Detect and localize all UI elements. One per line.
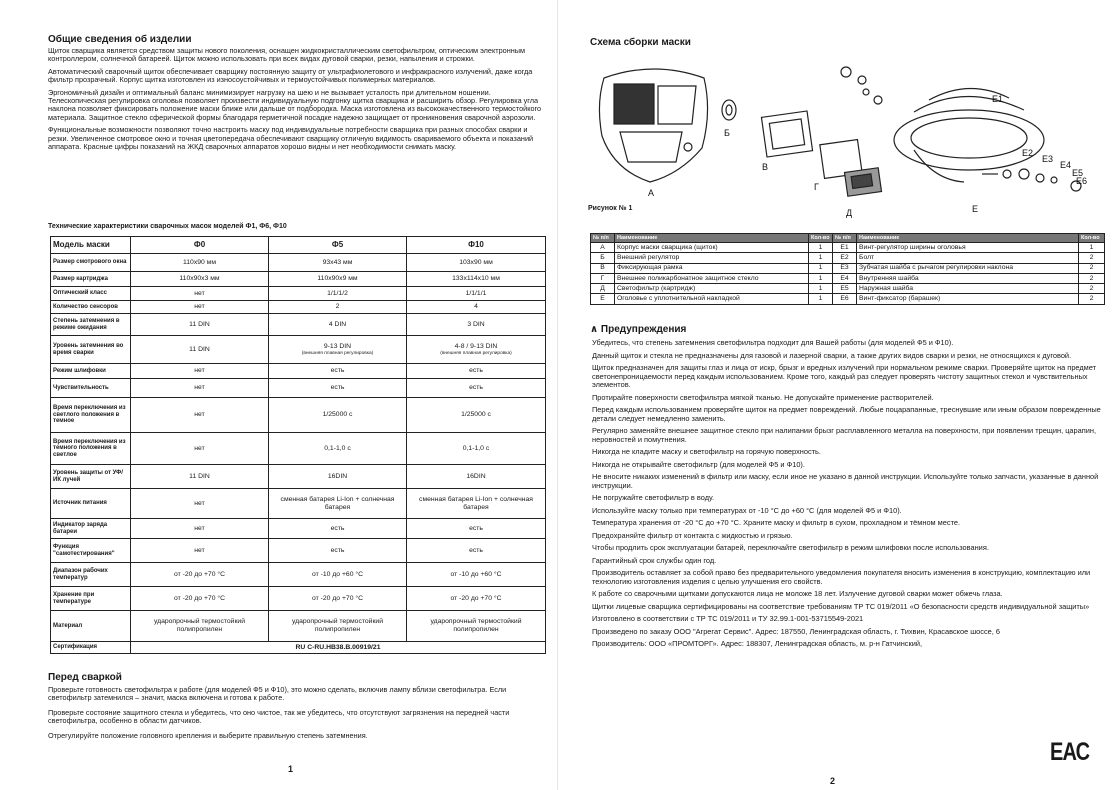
spec-row-label: Режим шлифовки (51, 364, 131, 379)
warning-item: Никогда не открывайте светофильтр (для моделей Ф5 и Ф10). (592, 459, 805, 469)
warning-item: Гарантийный срок службы один год. (592, 555, 717, 565)
spec-cell-f5: ударопрочный термостойкий полипропилен (269, 611, 407, 642)
spec-row-label: Количество сенсоров (51, 301, 131, 314)
parts-header: Наименование (615, 234, 809, 243)
spec-row-label: Время переключения из темного положения в светлое (51, 433, 131, 465)
parts-header: Кол-во (809, 234, 833, 243)
spec-cell-f5: 1/1/1/2 (269, 287, 407, 301)
page-number: 2 (830, 776, 836, 786)
spec-row (51, 272, 546, 287)
spec-cell-f10: сменная батарея Li-Ion + солнечная батарея (407, 489, 546, 519)
spec-cell-f10: 103х90 мм (407, 254, 546, 272)
spec-cell-value: 9-13 DIN (323, 343, 352, 350)
spec-row (51, 398, 546, 433)
spec-row (51, 519, 546, 539)
spec-row-label: Время переключения из светлого положения в темное (51, 398, 131, 433)
part-id: В (591, 263, 615, 273)
figure-label-e2: Е2 (1022, 148, 1034, 158)
parts-header: Наименование (857, 234, 1079, 243)
spec-cell-f5: 1/25000 с (269, 398, 407, 433)
eac-mark: ЕАС (1050, 738, 1090, 766)
part-id: Д (591, 284, 615, 294)
figure-label-v: В (762, 162, 769, 172)
spec-row (51, 336, 546, 364)
parts-header: № п/п (833, 234, 857, 243)
figure-label-e1: Е1 (992, 94, 1004, 104)
fixing-frame-illustration (761, 111, 812, 157)
external-regulator-illustration (722, 100, 736, 120)
spec-cell-f0: нет (131, 539, 269, 563)
warning-item: Используйте маску только при температурах от -10 °С до +60 °С (для моделей Ф5 и Ф10). (592, 505, 902, 515)
part-qty: 2 (1079, 263, 1105, 273)
spec-row-label: Уровень затемнения во время сварки (51, 336, 131, 364)
spec-row (51, 314, 546, 336)
part-qty: 2 (1079, 284, 1105, 294)
parts-row (591, 243, 1105, 253)
warning-item: Протирайте поверхности светофильтра мягкой тканью. Не допускайте применение растворителей. (592, 392, 934, 402)
spec-cell-f0: нет (131, 301, 269, 314)
part-name: Внешний регулятор (615, 253, 809, 263)
spec-cell-f5: от -20 до +70 °С (269, 587, 407, 611)
intro-paragraph: Щиток сварщика является средством защиты нового поколения, оснащен жидкокристаллическим светофильтром, оптическим электронным контроллером, солнечной батареей. Щиток можно использовать при всех видах дуговой сварки, резки, напыления и строжки. (48, 46, 526, 64)
spec-cell-f0: ударопрочный термостойкий полипропилен (131, 611, 269, 642)
intro-paragraph: Функциональные возможности позволяют точно настроить маску под индивидуальные потребности сварщика при разных способах сварки и резки. Увеличенное смотровое окно и точная цветопередача обеспечивают сварщику отличную видимость свариваемого объекта и показаний аппарата. Красные цифры показаний на ЖКД сварочных аппаратов хорошо видны и нет необходимости снимать маску. (48, 125, 534, 152)
spec-cell-f0: нет (131, 433, 269, 465)
spec-cell-f10: есть (407, 519, 546, 539)
parts-row (591, 263, 1105, 273)
spec-row (51, 587, 546, 611)
warning-item: Убедитесь, что степень затемнения светофильтра подходит для Вашей работы (для моделей Ф5 и Ф10). (592, 338, 954, 347)
warning-item: Производитель оставляет за собой право без предварительного уведомления покупателя вносить изменения в конструкцию, комплектацию или технологию изготовления изделия с целью улучшения его свойств. (592, 568, 1091, 586)
spec-cell-value: 4-8 / 9-13 DIN (454, 343, 498, 350)
spec-row (51, 433, 546, 465)
spec-row-label: Функция "самотестирования" (51, 539, 131, 563)
spec-cell-f5: 93х43 мм (269, 254, 407, 272)
spec-cell-f0: от -20 до +70 °С (131, 563, 269, 587)
before-welding-text (48, 686, 548, 740)
part-name: Фиксирующая рамка (615, 263, 809, 273)
part-qty: 1 (809, 243, 833, 253)
page-number: 1 (288, 764, 294, 774)
spec-cell-f10: 16DIN (407, 465, 546, 489)
warning-item: Не погружайте светофильтр в воду. (592, 493, 715, 502)
figure-label-e4: Е4 (1060, 160, 1072, 170)
spec-row-label: Уровень защиты от УФ/ИК лучей (51, 465, 131, 489)
spec-row (51, 539, 546, 563)
spec-cell-f0: нет (131, 364, 269, 379)
spec-cell-f5 (269, 336, 407, 364)
section-title-assembly-scheme: Схема сборки маски (590, 37, 691, 48)
part-id: Б (591, 253, 615, 263)
headgear-illustration (894, 110, 1044, 170)
section-title-general: Общие сведения об изделии (48, 34, 192, 45)
part-id: Е1 (833, 243, 857, 253)
page-left (0, 0, 556, 790)
spec-cell-f0: 11 DIN (131, 465, 269, 489)
figure-caption: Рисунок № 1 (588, 205, 633, 212)
warning-item: Изготовлено в соответствии с ТР ТС 019/2011 и ТУ 32.99.1-001-53715549-2021 (592, 614, 864, 623)
part-qty: 1 (809, 284, 833, 294)
section-title-warnings (590, 324, 686, 336)
spec-row (51, 379, 546, 398)
warnings-title-text: Предупреждения (600, 324, 687, 335)
before-paragraph: Проверьте состояние защитного стекла и убедитесь, что оно чистое, так же убедитесь, что отсутствуют загрязнения на передней части светофильтра, особенно в области датчиков. (48, 707, 510, 726)
part-name: Зубчатая шайба с рычагом регулировки наклона (857, 263, 1079, 273)
part-id: Е2 (833, 253, 857, 263)
spec-cell-f10: 1/1/1/1 (407, 287, 546, 301)
part-qty: 2 (1079, 273, 1105, 283)
intro-paragraph: Автоматический сварочный щиток обеспечивает сварщику постоянную защиту от ультрафиолетового и инфракрасного излучений, даже когда фильтр прозрачный. Корпус щитка изготовлен из износоустойчивых и термоустойчивых полимерных материалов. (48, 66, 533, 85)
figure-label-e6: Е6 (1076, 176, 1088, 186)
part-qty: 1 (809, 253, 833, 263)
spec-row (51, 301, 546, 314)
mask-window-illustration (614, 84, 654, 124)
parts-row (591, 294, 1105, 304)
part-name: Наружная шайба (857, 284, 1079, 294)
warning-item: Чтобы продлить срок эксплуатации батарей, переключайте светофильтр в режим шлифовки после использования. (592, 543, 989, 552)
part-name: Светофильтр (картридж) (615, 284, 809, 294)
warning-item: Не вносите никаких изменений в фильтр или маску, если иное не указано в данной инструкции. Используйте только запчасти, указанные в данной инструкции. (592, 472, 1099, 490)
spec-cell-f0: нет (131, 489, 269, 519)
cert-number: RU C-RU.НВ38.В.00919/21 (131, 642, 546, 654)
spec-row (51, 611, 546, 642)
spec-cell-f10: 1/25000 с (407, 398, 546, 433)
before-paragraph: Отрегулируйте положение головного крепления и выберите правильную степень затемнения. (48, 730, 368, 740)
spec-cell-f5: от -10 до +60 °С (269, 563, 407, 587)
parts-row (591, 253, 1105, 263)
warning-item: Щитки лицевые сварщика сертифицированы на соответствие требованиям ТР ТС 019/2011 «О безопасности средств индивидуальной защиты» (592, 601, 1090, 611)
figure-label-a: А (648, 188, 655, 198)
warning-item: Данный щиток и стекла не предназначены для газовой и лазерной сварки, а также других видов сварки и резки, не относящихся к дуговой. (592, 350, 1072, 360)
figure-label-e: Е (972, 204, 979, 214)
spec-cell-f5: 110х90х9 мм (269, 272, 407, 287)
spec-cell-note: (внешняя плавная регулировка) (301, 350, 374, 356)
spec-cell-f0: нет (131, 519, 269, 539)
figure-label-b: Б (724, 128, 730, 138)
intro-text (48, 47, 543, 151)
section-title-before-welding: Перед сваркой (48, 672, 122, 683)
spec-cell-f10 (407, 336, 546, 364)
part-qty: 1 (809, 294, 833, 304)
spec-header: Ф0 (131, 237, 269, 254)
intro-paragraph: Эргономичный дизайн и оптимальный баланс минимизирует нагрузку на шею и не вызывает усталость при длительном ношении. Телескопическая регулировка оголовья позволяет произвести индивидуальную подгонку щитка сварщика и расширить обзор. Регулировка угла наклона позволяет фиксировать положение маски ближе или дальше от подбородка. Маска изготовлена из высококачественного термостойкого материала. Защитное стекло сферической формы благодаря герметичной посадке надежно защищает от проникновения сварочной аэрозоли. (48, 87, 542, 122)
part-qty: 2 (1079, 253, 1105, 263)
warning-item: Регулярно заменяйте внешнее защитное стекло при налипании брызг расплавленного металла на поверхности, при появлении трещин, царапин, неровностей и помутнения. (592, 426, 1097, 444)
before-paragraph: Проверьте готовность светофильтра к работе (для моделей Ф5 и Ф10), это можно сделать, включив лампу вблизи светофильтра. Если светофильтр затемнился – значит, маска включена и готова к работе. (48, 685, 507, 703)
spec-cell-f5: сменная батарея Li-Ion + солнечная батарея (269, 489, 407, 519)
spec-row (51, 287, 546, 301)
warnings-list (592, 339, 1105, 653)
part-name: Внутренняя шайба (857, 273, 1079, 283)
spec-row (51, 489, 546, 519)
part-qty: 2 (1079, 294, 1105, 304)
spec-cell-f5: 0,1-1,0 с (269, 433, 407, 465)
spec-row (51, 465, 546, 489)
spec-cell-f0: от -20 до +70 °С (131, 587, 269, 611)
spec-cell-f10: 0,1-1,0 с (407, 433, 546, 465)
spec-row-cert (51, 642, 546, 654)
parts-row (591, 284, 1105, 294)
spec-cell-f10: есть (407, 379, 546, 398)
part-id: Е5 (833, 284, 857, 294)
warning-item: Температура хранения от -20 °С до +70 °С. Храните маску и фильтр в сухом, прохладном и тёмном месте. (592, 518, 961, 527)
warning-item: Никогда не кладите маску и светофильтр на горячую поверхность. (592, 447, 821, 456)
warning-item: Щиток предназначен для защиты глаз и лица от искр, брызг и вредных излучений при нормальном режиме сварки. Проверяйте щиток на предмет светонепроницаемости перед каждым использованием. Кроме того, каждый раз следует проверять чистоту защитных стекол и чувствительных элементов. (592, 363, 1097, 389)
spec-cell-f0: 110х90х3 мм (131, 272, 269, 287)
spec-cell-f5: есть (269, 539, 407, 563)
parts-header-row (591, 234, 1105, 243)
spec-cell-f0: 110х90 мм (131, 254, 269, 272)
spec-cell-f0: нет (131, 287, 269, 301)
warning-item: Произведено по заказу ООО "Агрегат Сервис". Адрес: 187550, Ленинградская область, г. Тихвин, Красавское шоссе, 6 (592, 626, 1000, 636)
spec-row-label: Размер картриджа (51, 272, 131, 287)
spec-cell-f5: есть (269, 519, 407, 539)
spec-table-caption: Технические характеристики сварочных масок моделей Ф1, Ф6, Ф10 (48, 223, 287, 230)
spec-cell-f0: нет (131, 379, 269, 398)
part-name: Оголовье с уплотнительной накладкой (615, 294, 809, 304)
spec-row (51, 563, 546, 587)
part-name: Винт-фиксатор (барашек) (857, 294, 1079, 304)
figure-label-e3: Е3 (1042, 154, 1054, 164)
page-right (566, 0, 1116, 790)
part-qty: 1 (809, 273, 833, 283)
page-fold (557, 0, 558, 790)
spec-cell-f10: 3 DIN (407, 314, 546, 336)
part-qty: 1 (809, 263, 833, 273)
spec-cell-f0: нет (131, 398, 269, 433)
spec-row-label: Индикатор заряда батареи (51, 519, 131, 539)
warning-item: Производитель: ООО «ПРОМТОРГ». Адрес: 188307, Ленинградская область, м. р-н Гатчинский, (592, 639, 923, 648)
spec-cell-f10: от -20 до +70 °С (407, 587, 546, 611)
spec-row-label: Размер смотрового окна (51, 254, 131, 272)
spec-row-label: Источник питания (51, 489, 131, 519)
part-id: Е3 (833, 263, 857, 273)
warning-item: Предохраняйте фильтр от контакта с жидкостью и грязью. (592, 530, 793, 540)
spec-cell-f0: 11 DIN (131, 314, 269, 336)
spec-table (50, 236, 546, 654)
spec-cell-f0: 11 DIN (131, 336, 269, 364)
warning-item: Перед каждым использованием проверяйте щиток на предмет повреждений. Любые поцарапанные, треснувшие или иным образом поврежденные детали следует немедленно заменить. (592, 405, 1101, 423)
spec-row-label: Материал (51, 611, 131, 642)
warning-icon: ∧ (590, 324, 601, 335)
figure-label-d: Д (846, 208, 853, 218)
part-name: Внешнее поликарбонатное защитное стекло (615, 273, 809, 283)
spec-cell-f10: есть (407, 539, 546, 563)
spec-row-label: Оптический класс (51, 287, 131, 301)
spec-header: Ф10 (407, 237, 546, 254)
spec-cell-f5: есть (269, 364, 407, 379)
spec-cell-f10: ударопрочный термостойкий полипропилен (407, 611, 546, 642)
warning-item: К работе со сварочными щитками допускаются лица не моложе 18 лет. Излучение дуговой сварки может обжечь глаза. (592, 589, 1003, 598)
part-id: Е (591, 294, 615, 304)
parts-row (591, 273, 1105, 283)
parts-table (590, 233, 1105, 305)
assembly-diagram (584, 52, 1104, 220)
spec-cell-note: (внешняя плавная регулировка) (440, 350, 512, 356)
spec-cell-f10: 4 (407, 301, 546, 314)
spec-row-label: Чувствительность (51, 379, 131, 398)
spec-cell-f5: 16DIN (269, 465, 407, 489)
spec-row-label: Сертификация (51, 642, 131, 654)
spec-row-label: Хранение при температуре (51, 587, 131, 611)
part-id: Г (591, 273, 615, 283)
part-qty: 1 (1079, 243, 1105, 253)
figure-label-e5: Е5 (1072, 168, 1084, 178)
part-id: Е6 (833, 294, 857, 304)
part-name: Корпус маски сварщика (щиток) (615, 243, 809, 253)
part-id: А (591, 243, 615, 253)
spec-row-label: Степень затемнения в режиме ожидания (51, 314, 131, 336)
part-name: Болт (857, 253, 1079, 263)
spec-row (51, 364, 546, 379)
figure-label-g: Г (814, 182, 819, 192)
spec-row (51, 254, 546, 272)
spec-cell-f5: 4 DIN (269, 314, 407, 336)
part-id: Е4 (833, 273, 857, 283)
part-name: Винт-регулятор ширины оголовья (857, 243, 1079, 253)
spec-cell-f10: 133х114х10 мм (407, 272, 546, 287)
parts-header: Кол-во (1079, 234, 1105, 243)
spec-cell-f5: есть (269, 379, 407, 398)
spec-cell-f10: от -10 до +60 °С (407, 563, 546, 587)
spec-header: Ф5 (269, 237, 407, 254)
spec-cell-f5: 2 (269, 301, 407, 314)
parts-header: № п/п (591, 234, 615, 243)
spec-row-label: Диапазон рабочих температур (51, 563, 131, 587)
spec-header: Модель маски (51, 237, 131, 254)
spec-cell-f10: есть (407, 364, 546, 379)
